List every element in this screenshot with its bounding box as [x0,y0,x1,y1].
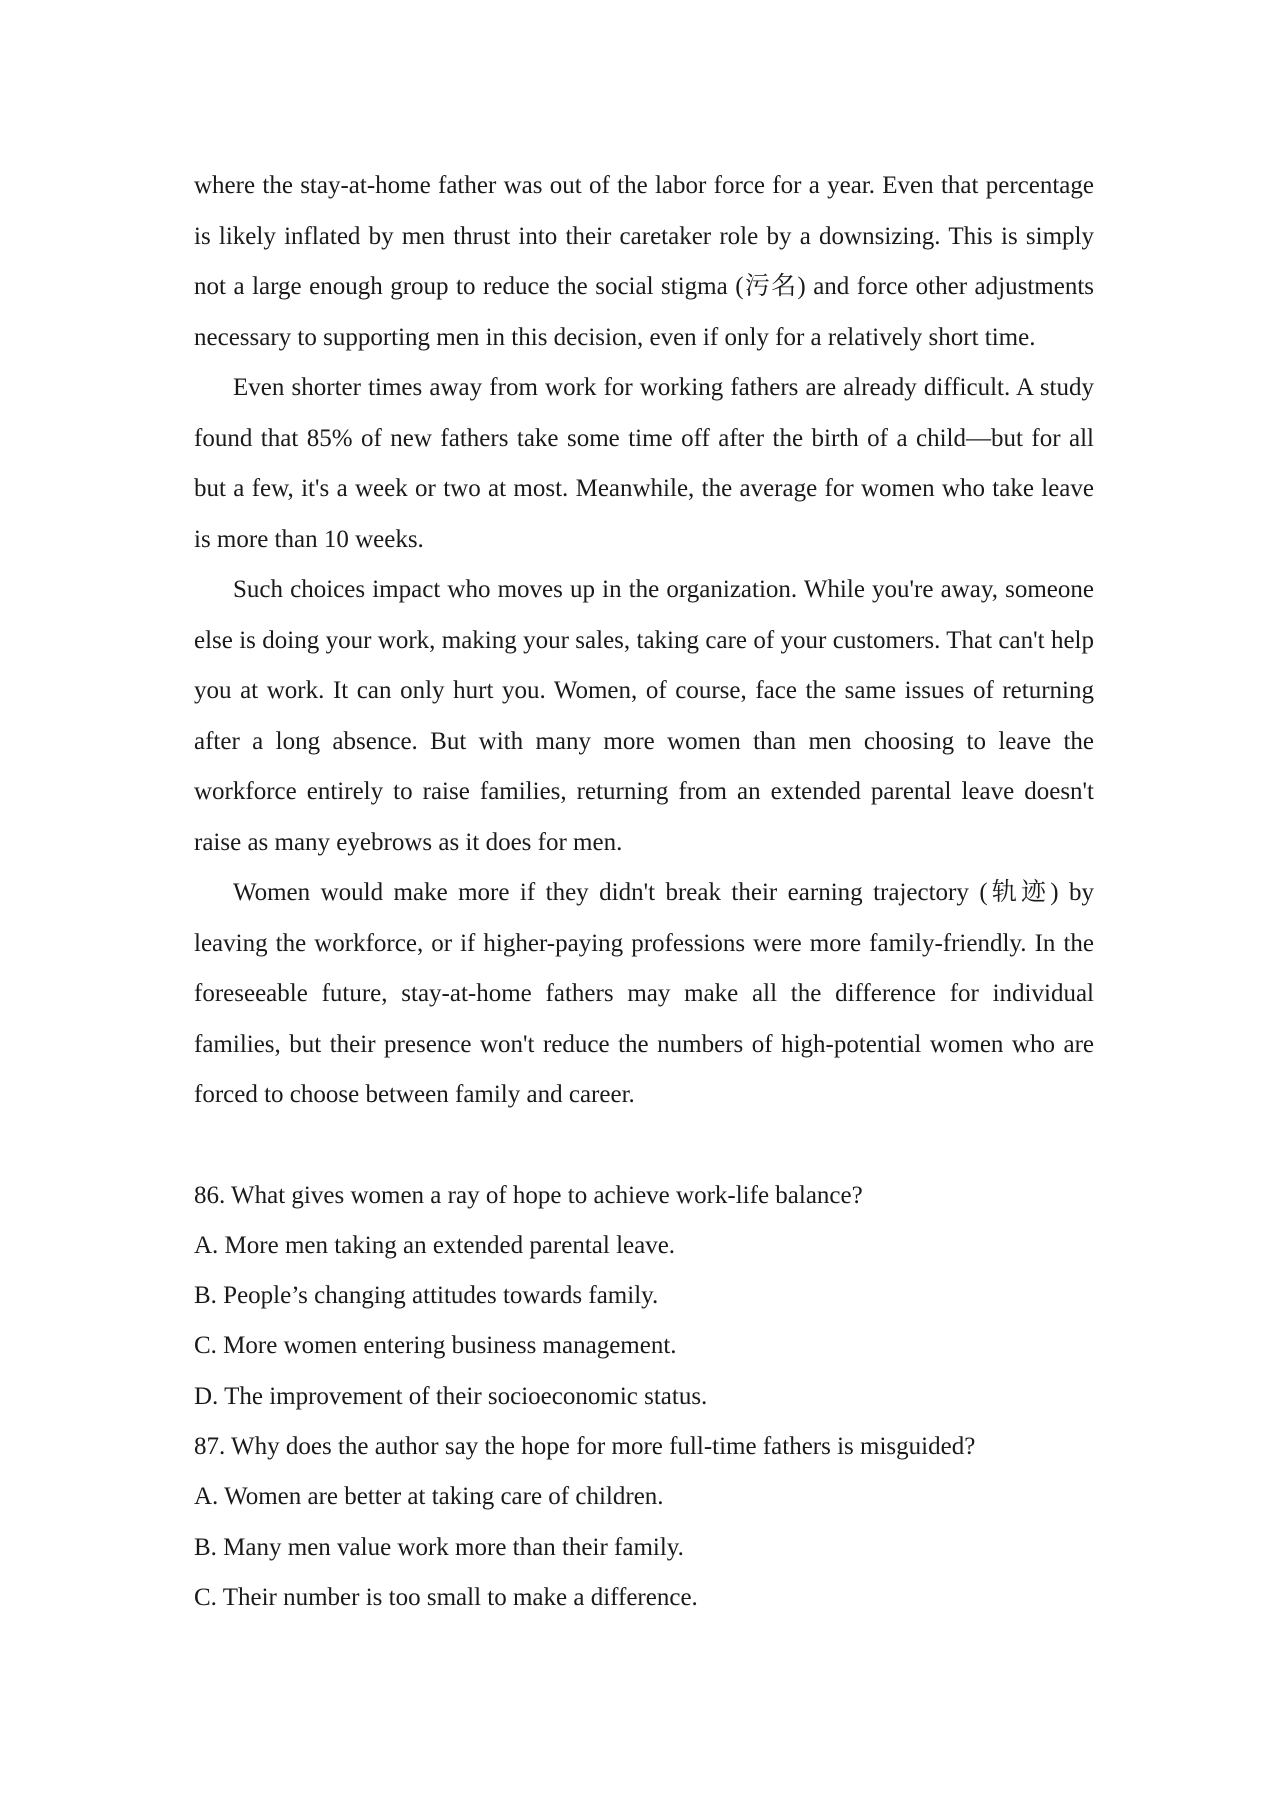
passage [194,161,1094,1121]
question-87 [194,1422,1094,1623]
question-86 [194,1171,1094,1422]
passage-paragraph: Such choices impact who moves up in the organization. While you're away, someone else is doing your work, making your sales, taking care of your customers. That can't help you at work. It can only hurt you. Women, of course, face the same issues of returning after a long absence. But with many more women than men choosing to leave the workforce entirely to raise families, returning from an extended parental leave doesn't raise as many eyebrows as it does for men. [194,576,1094,856]
question-stem: 87. Why does the author say the hope for more full-time fathers is misguided? [194,1432,976,1460]
passage-paragraph: where the stay-at-home father was out of the labor force for a year. Even that percentage is likely inflated by men thrust into their caretaker role by a downsizing. This is simply not a large enough group to reduce the social stigma (污名) and force other adjustments necessary to supporting men in this decision, even if only for a relatively short time. [194,172,1094,351]
passage-paragraph: Even shorter times away from work for working fathers are already difficult. A study found that 85% of new fathers take some time off after the birth of a child—but for all but a few, it's a week or two at most. Meanwhile, the average for women who take leave is more than 10 weeks. [194,374,1094,553]
answer-option-a: A. More men taking an extended parental leave. [194,1231,676,1259]
answer-option-c: C. Their number is too small to make a difference. [194,1583,698,1611]
document-content [194,161,1094,1623]
answer-option-b: B. People’s changing attitudes towards family. [194,1282,659,1310]
question-stem: 86. What gives women a ray of hope to achieve work-life balance? [194,1181,863,1209]
question-list [194,1171,1094,1624]
passage-paragraph: Women would make more if they didn't break their earning trajectory (轨迹) by leaving the workforce, or if higher-paying professions were more family-friendly. In the foreseeable future, stay-at-home fathers may make all the difference for individual families, but their presence won't reduce the numbers of high-potential women who are forced to choose between family and career. [194,879,1094,1108]
answer-option-a: A. Women are better at taking care of children. [194,1483,664,1511]
answer-option-c: C. More women entering business management. [194,1332,677,1360]
answer-option-d: D. The improvement of their socioeconomic status. [194,1382,708,1410]
answer-option-b: B. Many men value work more than their family. [194,1533,684,1561]
